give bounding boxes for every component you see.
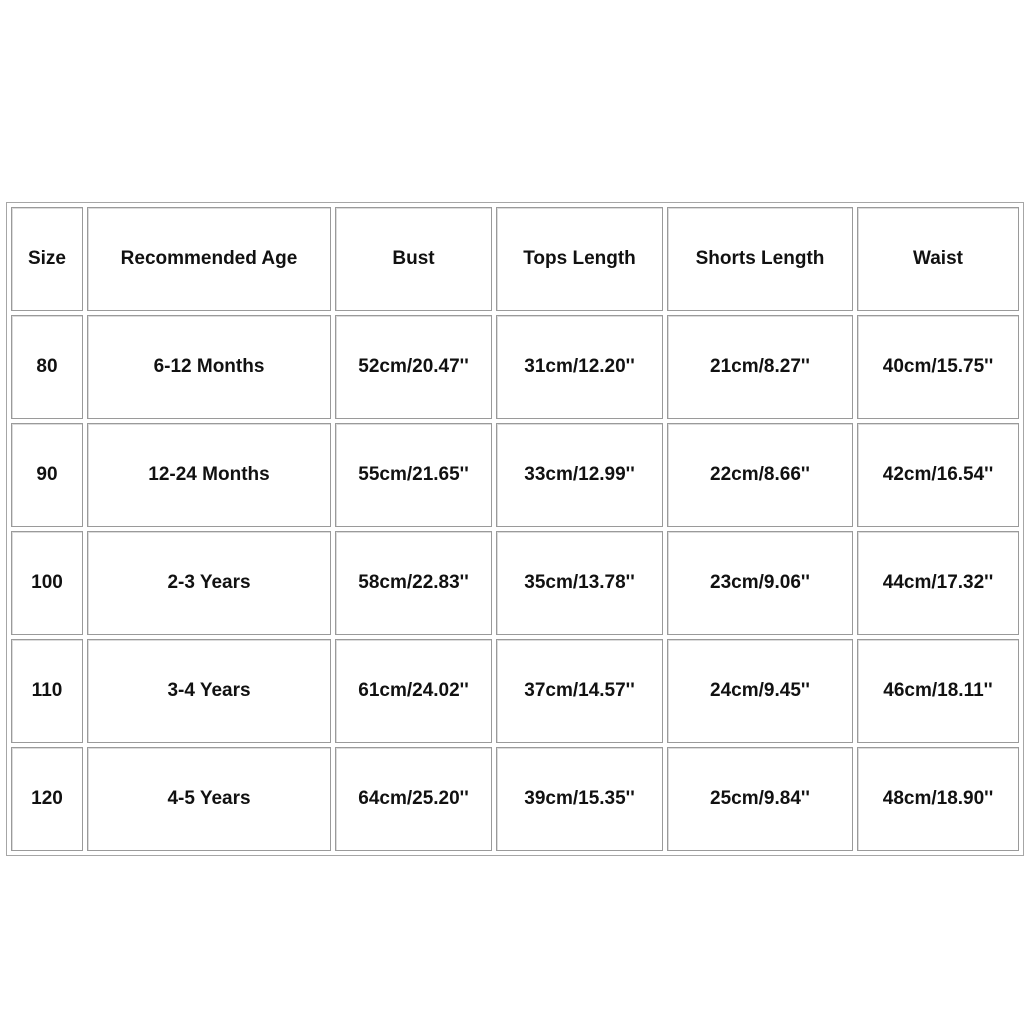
cell-shorts-length: 22cm/8.66'' (667, 423, 853, 527)
cell-waist: 40cm/15.75'' (857, 315, 1019, 419)
cell-shorts-length: 21cm/8.27'' (667, 315, 853, 419)
cell-tops-length: 31cm/12.20'' (496, 315, 663, 419)
cell-recommended-age: 12-24 Months (87, 423, 331, 527)
size-chart-table (6, 202, 1024, 856)
header-tops-length: Tops Length (496, 207, 663, 311)
header-bust: Bust (335, 207, 492, 311)
table-row (11, 639, 1019, 743)
header-shorts-length: Shorts Length (667, 207, 853, 311)
header-row (11, 207, 1019, 311)
cell-shorts-length: 24cm/9.45'' (667, 639, 853, 743)
cell-size: 80 (11, 315, 83, 419)
cell-recommended-age: 6-12 Months (87, 315, 331, 419)
cell-recommended-age: 4-5 Years (87, 747, 331, 851)
table-row (11, 423, 1019, 527)
cell-waist: 48cm/18.90'' (857, 747, 1019, 851)
cell-size: 100 (11, 531, 83, 635)
cell-shorts-length: 25cm/9.84'' (667, 747, 853, 851)
cell-tops-length: 33cm/12.99'' (496, 423, 663, 527)
cell-bust: 52cm/20.47'' (335, 315, 492, 419)
cell-waist: 42cm/16.54'' (857, 423, 1019, 527)
cell-recommended-age: 2-3 Years (87, 531, 331, 635)
cell-bust: 61cm/24.02'' (335, 639, 492, 743)
cell-bust: 64cm/25.20'' (335, 747, 492, 851)
cell-bust: 55cm/21.65'' (335, 423, 492, 527)
cell-waist: 44cm/17.32'' (857, 531, 1019, 635)
cell-size: 90 (11, 423, 83, 527)
header-waist: Waist (857, 207, 1019, 311)
cell-shorts-length: 23cm/9.06'' (667, 531, 853, 635)
cell-size: 120 (11, 747, 83, 851)
cell-waist: 46cm/18.11'' (857, 639, 1019, 743)
cell-size: 110 (11, 639, 83, 743)
cell-tops-length: 37cm/14.57'' (496, 639, 663, 743)
header-recommended-age: Recommended Age (87, 207, 331, 311)
table-row (11, 315, 1019, 419)
cell-bust: 58cm/22.83'' (335, 531, 492, 635)
cell-recommended-age: 3-4 Years (87, 639, 331, 743)
table-row (11, 747, 1019, 851)
cell-tops-length: 35cm/13.78'' (496, 531, 663, 635)
header-size: Size (11, 207, 83, 311)
cell-tops-length: 39cm/15.35'' (496, 747, 663, 851)
table-row (11, 531, 1019, 635)
